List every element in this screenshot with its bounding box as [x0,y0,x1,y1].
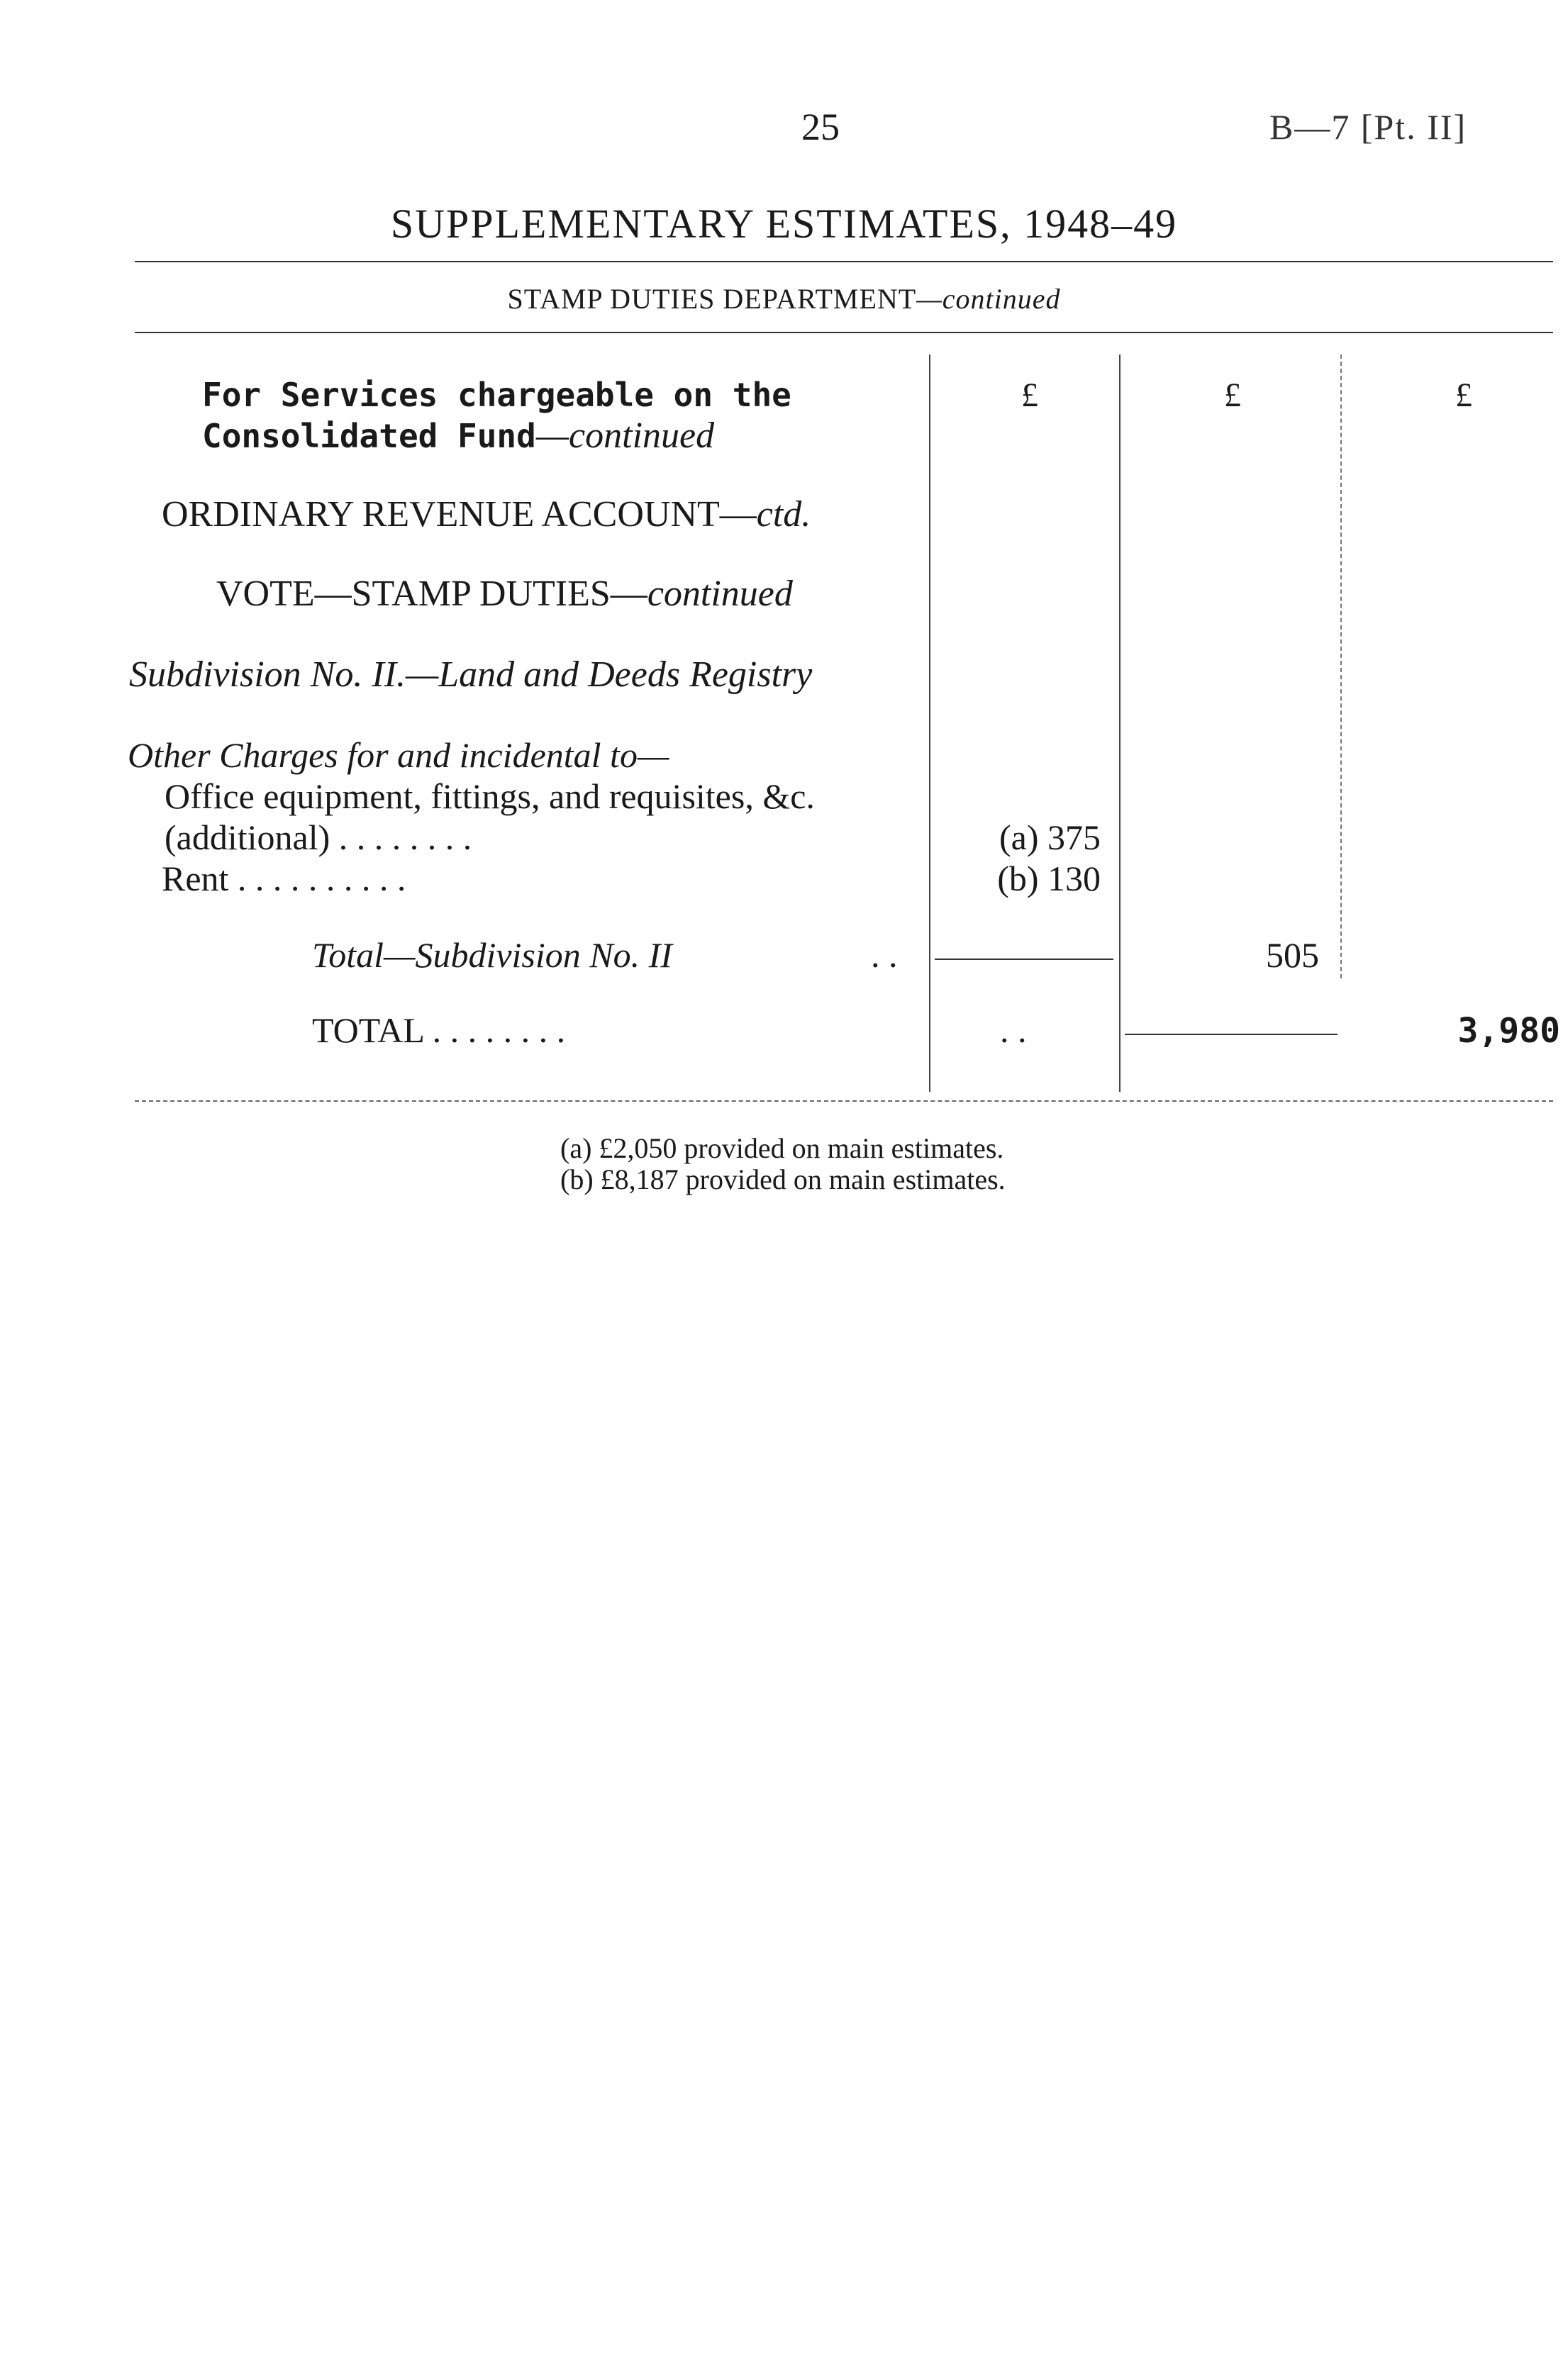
department-rule [135,332,1553,333]
department-heading [0,282,1568,315]
section-heading [202,374,791,457]
page-number: 25 [801,106,840,148]
footnote-b: (b) £8,187 provided on main estimates. [560,1163,1006,1195]
subdivision-heading: Subdivision No. II.—Land and Deeds Registry [129,654,813,695]
document-reference: B—7 [Pt. II] [1269,107,1467,147]
account-suffix: ctd. [756,494,811,535]
column-divider-1 [929,354,930,1092]
section-heading-fund: Consolidated Fund [202,417,536,455]
department-suffix: —continued [916,283,1061,315]
currency-header-1: £ [1021,376,1038,414]
account-heading [162,493,811,535]
document-title: SUPPLEMENTARY ESTIMATES, 1948–49 [390,201,1178,247]
currency-header-2: £ [1224,376,1241,414]
subdivision-total-amount: 505 [1266,935,1319,975]
charge-item-office-line2: (additional) . . . . . . . . [165,817,472,857]
department-name: STAMP DUTIES DEPARTMENT [507,283,917,315]
vote-name: VOTE—STAMP DUTIES— [216,574,647,614]
subdivision-total-dots: . . [871,935,898,975]
title-rule [135,261,1553,262]
total-sum-rule [1125,1034,1338,1035]
charge-item-rent-amount: (b) 130 [997,859,1101,898]
currency-header-3: £ [1455,376,1472,414]
subdivision-sum-rule [935,959,1113,960]
footnote-a: (a) £2,050 provided on main estimates. [560,1132,1004,1164]
table-bottom-rule [135,1100,1553,1102]
section-heading-line2 [202,415,791,457]
total-label: TOTAL . . . . . . . . [312,1010,566,1050]
charge-item-office-amount: (a) 375 [999,817,1101,857]
column-divider-2 [1119,354,1121,1092]
charge-item-office-line1: Office equipment, fittings, and requisites, &c. [165,776,815,816]
vote-heading [216,573,793,615]
charges-heading: Other Charges for and incidental to— [128,735,669,775]
charge-item-rent: Rent . . . . . . . . . . [162,859,406,898]
column-divider-3 [1340,354,1342,978]
total-amount: 3,980 [1457,1011,1560,1051]
section-heading-suffix: —continued [535,415,715,456]
section-heading-line1: For Services chargeable on the [202,376,791,414]
vote-suffix: continued [647,574,793,614]
account-name: ORDINARY REVENUE ACCOUNT— [162,494,757,535]
total-dots-column: . . [1000,1010,1027,1050]
subdivision-total-label: Total—Subdivision No. II [312,935,672,975]
